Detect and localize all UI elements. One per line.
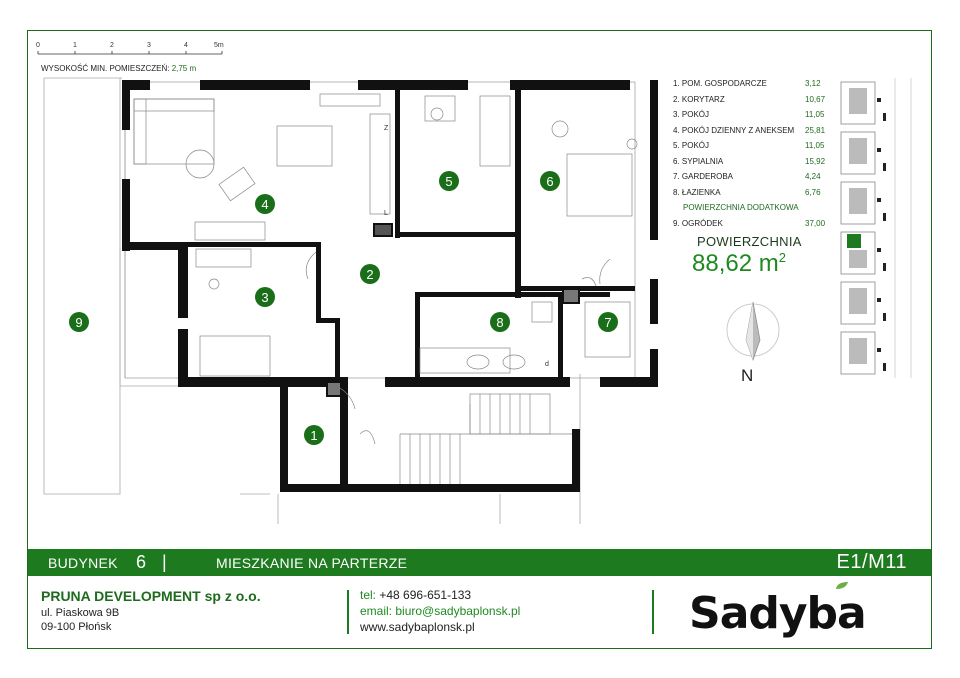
website-link[interactable]: www.sadybaplonsk.pl (360, 620, 475, 634)
legend-row (673, 169, 833, 185)
phone-label: tel: (360, 588, 377, 602)
scale-tick-label: 0 (36, 42, 40, 49)
total-area-unit: 2 (778, 250, 786, 265)
room-name: 1. POM. GOSPODARCZE (673, 79, 767, 88)
room-area: 15,92 (805, 156, 826, 166)
scale-tick-label: 2 (110, 42, 114, 49)
legend-row (673, 216, 833, 232)
room-area: 11,05 (805, 110, 825, 119)
room-area: 6,76 (805, 187, 821, 197)
room-name: 4. POKÓJ DZIENNY Z ANEKSEM (673, 125, 795, 135)
scale-bar (34, 42, 234, 62)
contact-phone (360, 588, 471, 602)
room-marker-label: 3 (261, 290, 269, 305)
room-name: 7. GARDEROBA (673, 172, 734, 181)
room-area: 3,12 (805, 79, 821, 88)
legend-row (673, 107, 833, 123)
legend-row (673, 92, 833, 108)
room-name: 9. OGRÓDEK (673, 218, 723, 228)
scale-tick-label: 1 (73, 42, 77, 49)
room-marker-label: 8 (496, 315, 504, 330)
room-marker-label: 2 (366, 267, 374, 282)
min-room-height (41, 64, 196, 73)
north-label: N (741, 366, 754, 385)
floor-plan (40, 74, 670, 534)
min-height-value: 2,75 m (171, 64, 197, 73)
scale-tick-label: 5m (214, 42, 224, 49)
room-marker-label: 7 (604, 315, 612, 330)
room-name: 3. POKÓJ (673, 110, 710, 119)
room-name: 2. KORYTARZ (673, 94, 725, 104)
fridge-label: Z (384, 125, 389, 132)
total-area-label: POWIERZCHNIA (697, 234, 802, 249)
room-legend (673, 76, 833, 231)
extra-area-heading: POWIERZCHNIA DODATKOWA (683, 203, 799, 212)
room-name: 8. ŁAZIENKA (673, 187, 721, 197)
room-area: 10,67 (805, 94, 826, 104)
room-area: 11,05 (805, 141, 825, 150)
company-street: ul. Piaskowa 9B (41, 607, 120, 619)
room-marker-label: 9 (75, 315, 83, 330)
email-value[interactable]: biuro@sadybaplonsk.pl (395, 604, 521, 618)
room-area: 25,81 (805, 125, 826, 135)
footer-divider (347, 590, 349, 634)
company-name: PRUNA DEVELOPMENT sp z o.o. (41, 588, 261, 604)
room-marker-label: 6 (546, 174, 554, 189)
legend-row (673, 138, 833, 154)
contact-email (360, 604, 520, 618)
room-area: 37,00 (805, 218, 826, 228)
room-marker-label: 5 (445, 174, 453, 189)
email-label: email: (360, 604, 393, 618)
washer-label: L (384, 210, 388, 217)
company-city: 09-100 Płońsk (41, 621, 112, 633)
title-banner (28, 549, 931, 576)
legend-row (673, 123, 833, 139)
scale-tick-label: 3 (147, 42, 151, 49)
legend-row (673, 76, 833, 92)
banner-separator: | (162, 552, 167, 572)
dryer-label: d (545, 361, 549, 368)
building-number: 6 (136, 552, 147, 572)
room-marker-label: 1 (310, 428, 318, 443)
apartment-type: MIESZKANIE NA PARTERZE (216, 555, 408, 571)
total-area-number: 88,62 m (692, 250, 779, 277)
room-marker-label: 4 (261, 197, 269, 212)
apartment-code: E1/M11 (836, 551, 907, 573)
room-name: 6. SYPIALNIA (673, 156, 724, 166)
room-name: 5. POKÓJ (673, 141, 710, 150)
building-label: BUDYNEK (48, 555, 118, 571)
contact-website (360, 620, 475, 634)
min-height-label: WYSOKOŚĆ MIN. POMIESZCZEŃ: (41, 64, 170, 73)
leaf-icon (835, 581, 849, 590)
legend-row (673, 154, 833, 170)
phone-value[interactable]: +48 696-651-133 (379, 588, 472, 602)
building-location-thumbnails (835, 78, 915, 378)
room-area: 4,24 (805, 172, 821, 181)
footer-divider (652, 590, 654, 634)
legend-row (673, 185, 833, 201)
scale-tick-label: 4 (184, 42, 188, 49)
total-area-value (692, 250, 786, 278)
sadyba-logo: Sadyba (689, 588, 866, 639)
